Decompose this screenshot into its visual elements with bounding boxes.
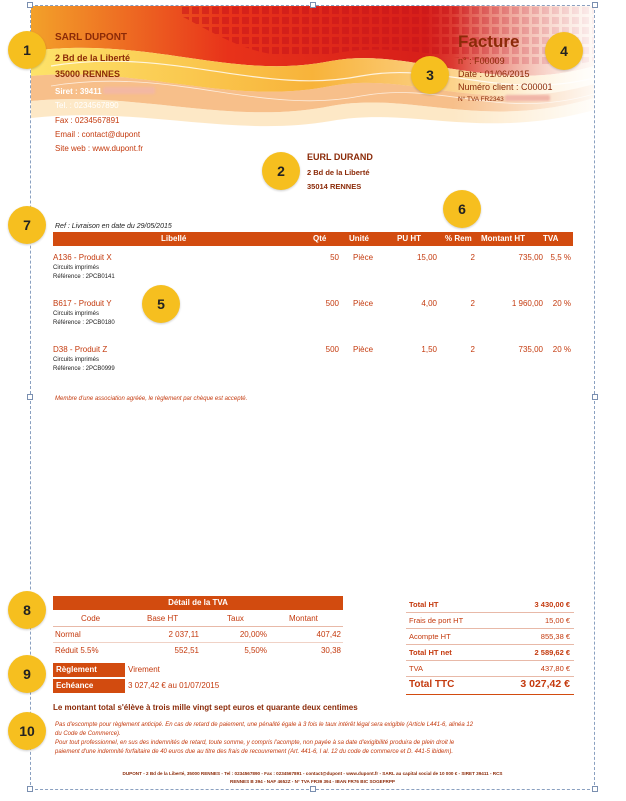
resize-handle[interactable] [27,2,33,8]
items-table-header [53,232,573,246]
product-reference: Référence : 2PCB0180 [53,320,115,326]
vat-row-amount: 30,38 [320,646,341,655]
invoice-page [30,5,595,790]
col-header-discount: % Rem [445,234,472,243]
product-unit-price: 1,50 [421,345,437,354]
col-header-unit: Unité [349,234,369,243]
vat-row-code: Réduit 5.5% [55,646,99,655]
client-address-line1: 2 Bd de la Liberté [307,168,370,177]
seller-tel: Tel. : 0234567890 [55,101,119,110]
annotation-badge [8,206,46,244]
footer-line: RENNES B 394 - NAF 4652Z - N° TVA FR39 394 - IBAN FR76 BIC SOGEFRPP [230,779,395,784]
resize-handle[interactable] [310,786,316,792]
vat-row-rate: 20,00% [239,630,267,639]
client-name: EURL DURAND [307,152,373,162]
annotation-badge [262,152,300,190]
vat-row-code: Normal [55,630,81,639]
badge-number: 4 [560,43,568,59]
legal-line: Pas d'escompte pour règlement anticipé. En cas de retard de paiement, une pénalité égale à 3 fois le taux intérêt légal sera exigible (Article L441-6, alinéa 12 [55,722,474,728]
product-unit: Pièce [353,253,374,262]
product-unit-price: 15,00 [416,253,437,262]
badge-number: 8 [23,602,31,618]
resize-handle[interactable] [27,394,33,400]
vat-detail-header: Détail de la TVA [53,596,343,610]
product-unit-price: 4,00 [421,299,437,308]
annotation-badge [8,655,46,693]
badge-number: 9 [23,666,31,682]
net-total-value: 2 589,62 € [534,648,570,657]
badge-number: 1 [23,42,31,58]
vat-row-base: 2 037,11 [168,630,199,639]
totals-divider [406,612,574,613]
product-amount: 735,00 [518,345,543,354]
vat-total-value: 437,80 € [540,664,570,673]
product-reference: Référence : 2PCB0999 [53,366,115,372]
annotation-badge [545,32,583,70]
resize-handle[interactable] [27,786,33,792]
product-unit: Pièce [353,299,374,308]
amount-in-words: Le montant total s'élève à trois mille vingt sept euros et quarante deux centimes [53,703,358,712]
totals-divider [406,676,574,677]
totals-divider [406,694,574,695]
product-discount: 2 [470,299,475,308]
total-ht-label: Total HT [409,600,439,609]
product-qty: 500 [325,299,339,308]
total-ht-value: 3 430,00 € [534,600,570,609]
footer-line: DUPONT - 2 Bd de la Liberté, 35000 RENNES - Tel : 0234567890 - Fax : 0234567891 - contact@dupont - www.dupont.fr - SARL au capital social de 10 000 € - SIRET 39411 - RCS [122,771,503,776]
vat-row-base: 552,51 [174,646,199,655]
badge-number: 5 [157,296,165,312]
vat-col-amount: Montant [289,614,318,623]
totals-divider [406,628,574,629]
vat-col-base: Base HT [147,614,179,623]
vat-row-rate: 5,50% [244,646,267,655]
invoice-number: n° : F00009 [458,56,505,66]
client-address-line2: 35014 RENNES [307,182,362,191]
invoice-date: Date : 01/06/2015 [458,69,530,79]
seller-name: SARL DUPONT [55,32,128,43]
seller-address-line2: 35000 RENNES [55,69,121,79]
badge-number: 6 [458,201,466,217]
product-amount: 735,00 [518,253,543,262]
resize-handle[interactable] [592,394,598,400]
annotation-badge [8,31,46,69]
payment-method-label: Règlement [53,663,125,677]
badge-number: 3 [426,67,434,83]
table-row [53,299,573,339]
badge-number: 7 [23,217,31,233]
resize-handle[interactable] [310,2,316,8]
vat-col-rate: Taux [227,614,244,623]
product-name: A136 - Produit X [53,253,112,262]
product-vat: 20 % [552,299,571,308]
product-discount: 2 [470,345,475,354]
seller-website: Site web : www.dupont.fr [55,144,144,153]
col-header-label: Libellé [161,234,187,243]
table-row [53,253,573,293]
delivery-reference: Ref : Livraison en date du 29/05/2015 [55,223,172,230]
annotation-badge [8,591,46,629]
totals-divider [406,660,574,661]
product-qty: 50 [330,253,339,262]
annotation-badge [8,712,46,750]
badge-number: 2 [277,163,285,179]
badge-number: 10 [19,723,35,739]
table-row [53,345,573,385]
legal-line: paiement d'une indemnité forfaitaire de 40 euros due au titre des frais de recouvrement (Art. 441-6, I al. 12 du code de commerce et D. 441-5 ibidem). [55,749,454,755]
shipping-label: Frais de port HT [409,616,464,625]
product-vat: 20 % [552,345,571,354]
vat-number-text: N° TVA FR2343 [458,96,504,103]
shipping-value: 15,00 € [544,616,570,625]
due-date-value: 3 027,42 € au 01/07/2015 [128,681,220,690]
invoice-title: Facture [458,32,520,51]
col-header-qty: Qté [313,234,327,243]
total-ttc-label: Total TTC [409,679,455,690]
product-qty: 500 [325,345,339,354]
vat-divider [53,642,343,643]
vat-col-code: Code [81,614,101,623]
col-header-unit-price: PU HT [397,234,421,243]
product-amount: 1 960,00 [511,299,543,308]
product-discount: 2 [470,253,475,262]
seller-address-line1: 2 Bd de la Liberté [55,53,131,63]
product-vat: 5,5 % [550,253,571,262]
vat-divider [53,626,343,627]
product-description: Circuits imprimés [53,311,100,317]
vat-number [458,95,550,103]
due-date-label: Echéance [53,679,125,693]
annotation-badge [411,56,449,94]
legal-line: Pour tout professionnel, en sus des indemnités de retard, toute somme, y compris l'acompte, non payée à sa date d'exigibilité produira de plein droit le [55,740,455,746]
vat-row-amount: 407,42 [316,630,341,639]
net-total-label: Total HT net [409,648,452,657]
resize-handle[interactable] [592,786,598,792]
seller-siret-redacted [103,87,155,94]
association-note: Membre d'une association agréée, le règlement par chèque est accepté. [55,396,248,402]
totals-divider [406,644,574,645]
legal-line: du Code de Commerce). [55,731,121,737]
client-number: Numéro client : C00001 [458,82,553,92]
seller-fax: Fax : 0234567891 [55,116,120,125]
total-ttc-value: 3 027,42 € [520,678,570,690]
seller-siret [55,87,155,96]
payment-method-value: Virement [128,665,160,674]
annotation-badge [443,190,481,228]
seller-siret-text: Siret : 39411 [55,87,102,96]
seller-email: Email : contact@dupont [55,130,141,139]
product-name: B617 - Produit Y [53,299,112,308]
col-header-amount: Montant HT [481,234,525,243]
product-description: Circuits imprimés [53,357,100,363]
product-description: Circuits imprimés [53,265,100,271]
vat-number-redacted [505,95,550,101]
product-reference: Référence : 2PCB0141 [53,274,115,280]
col-header-vat: TVA [543,234,559,243]
product-name: D38 - Produit Z [53,345,108,354]
annotation-badge [142,285,180,323]
deposit-value: 855,38 € [540,632,570,641]
resize-handle[interactable] [592,2,598,8]
vat-total-label: TVA [409,664,424,673]
deposit-label: Acompte HT [409,632,451,641]
product-unit: Pièce [353,345,374,354]
